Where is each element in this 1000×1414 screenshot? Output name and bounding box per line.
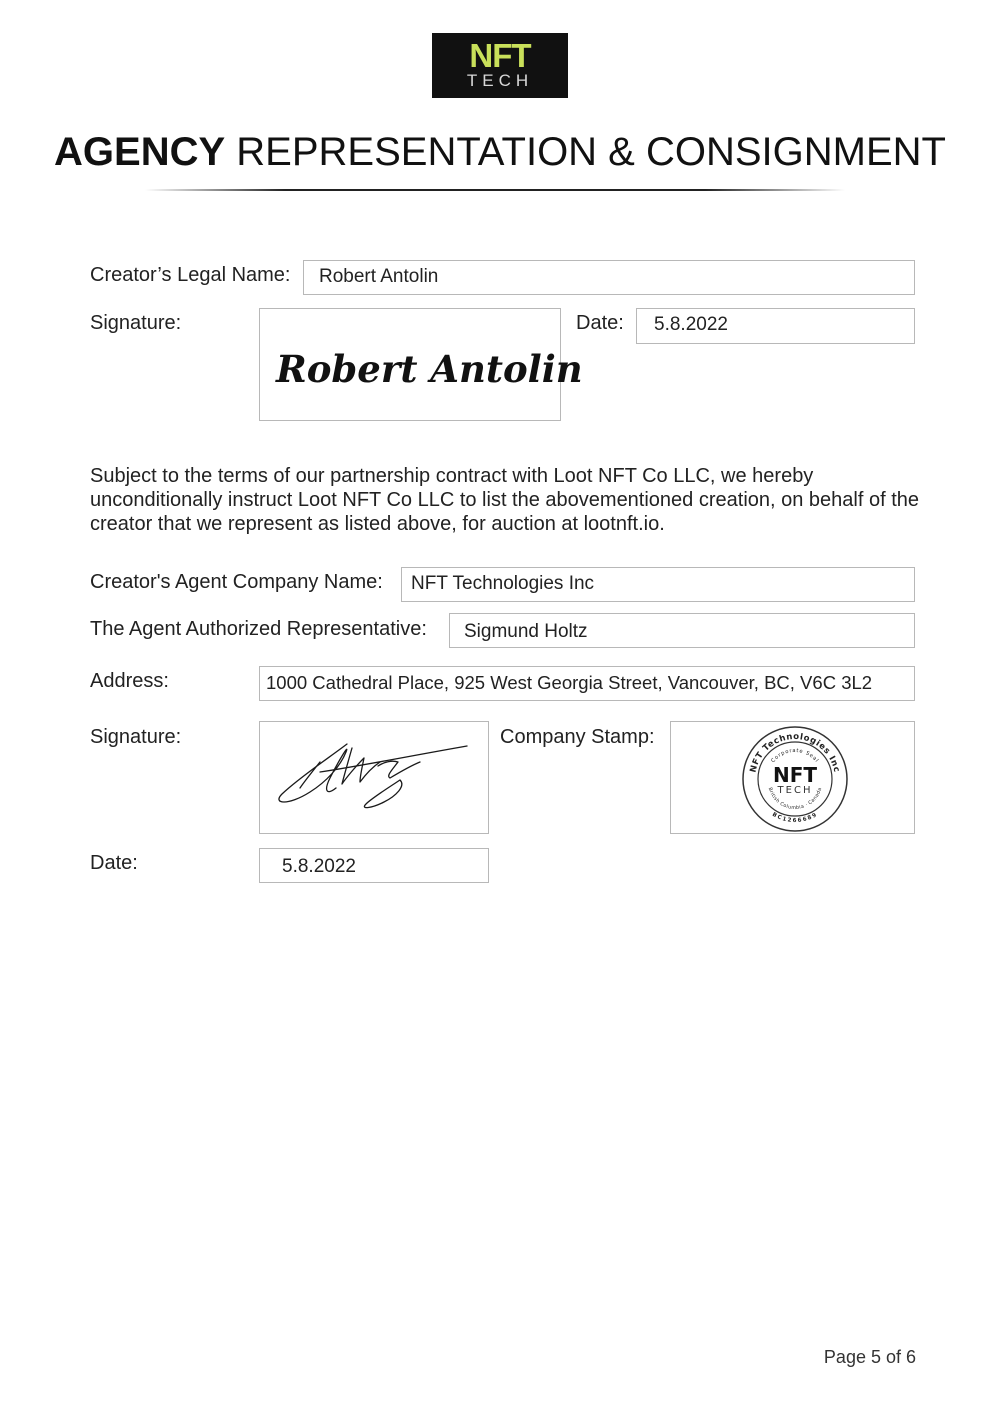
seal-center-nft: NFT [772, 763, 818, 787]
authorization-statement: Subject to the terms of our partnership contract with Loot NFT Co LLC, we hereby unconditionally instruct Loot NFT Co LLC to list the abovementioned creation, on behalf of the creator that we represent as listed above, for auction at lootnft.io. [90, 465, 920, 535]
creator-legal-name-field[interactable]: Robert Antolin [303, 260, 915, 295]
title-divider [145, 189, 845, 191]
seal-inner-bottom-text: British Columbia · Canada [766, 787, 824, 812]
svg-text:Corporate Seal [770, 748, 819, 764]
agent-address-label: Address: [90, 670, 169, 692]
creator-date-field[interactable]: 5.8.2022 [636, 308, 915, 344]
company-stamp-label: Company Stamp: [500, 726, 655, 748]
title-rest: REPRESENTATION & CONSIGNMENT [236, 130, 946, 174]
seal-center-tech: TECH [777, 785, 813, 796]
page-number: Page 5 of 6 [823, 1347, 916, 1367]
creator-signature-box[interactable] [259, 308, 583, 421]
creator-signature: Robert Antolin [276, 347, 583, 391]
seal-outer-bottom-text: BC1266689 [771, 811, 819, 825]
company-seal-icon [671, 722, 914, 833]
nft-tech-logo [432, 33, 568, 98]
agent-address-field[interactable]: 1000 Cathedral Place, 925 West Georgia Street, Vancouver, BC, V6C 3L2 [259, 666, 915, 701]
title-bold: AGENCY [54, 130, 226, 174]
agent-date-field[interactable]: 5.8.2022 [259, 848, 489, 883]
company-stamp-box [670, 721, 915, 834]
seal-inner-top-text: Corporate Seal [770, 747, 820, 765]
creator-signature-label: Signature: [90, 312, 182, 334]
page-title [0, 128, 1000, 176]
seal-outer-top-text: NFT Technologies Inc [748, 731, 842, 774]
creator-date-label: Date: [576, 312, 624, 334]
agent-company-field[interactable]: NFT Technologies Inc [401, 567, 915, 602]
agent-signature-box[interactable] [259, 721, 489, 834]
agent-signature-scribble [260, 722, 488, 833]
creator-legal-name-label: Creator’s Legal Name: [90, 264, 291, 286]
logo-nft-text: NFT [469, 37, 531, 74]
agent-rep-label: The Agent Authorized Representative: [90, 618, 427, 640]
agent-company-label: Creator's Agent Company Name: [90, 571, 383, 593]
agent-rep-field[interactable]: Sigmund Holtz [449, 613, 915, 648]
svg-text:BC1266689 [771, 812, 819, 824]
logo-tech-text: TECH [466, 71, 534, 90]
agent-signature-label: Signature: [90, 726, 182, 748]
agent-date-label: Date: [90, 852, 138, 874]
